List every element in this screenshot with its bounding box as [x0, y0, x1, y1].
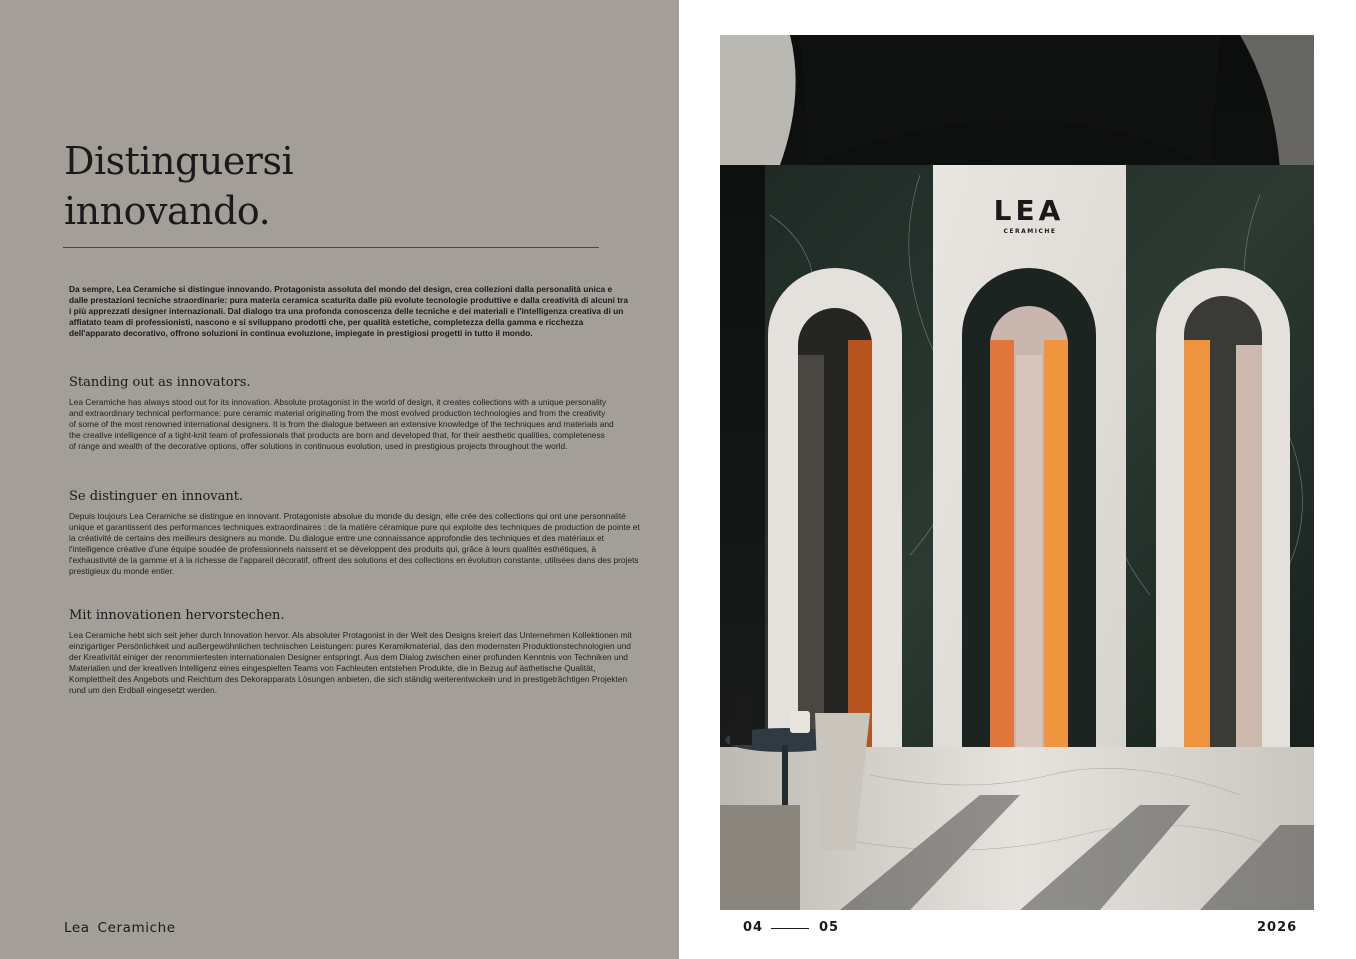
middle-arch-pink-stripe: [1016, 355, 1042, 750]
candle-jar: [790, 711, 810, 733]
left-arch-orange-stripe: [848, 340, 872, 750]
brand-footer: Lea Ceramiche: [64, 920, 176, 936]
section-heading-english: Standing out as innovators.: [69, 375, 251, 390]
showroom-photo: [720, 35, 1314, 910]
section-heading-french: Se distinguer en innovant.: [69, 489, 244, 504]
middle-arch-orange-stripe-left: [990, 340, 1014, 750]
section-heading-german: Mit innovationen hervorstechen.: [69, 608, 285, 623]
lea-logo-subtitle: CERAMICHE: [1003, 228, 1057, 235]
right-arch-beige-stripe: [1236, 345, 1262, 750]
left-vault-light: [720, 35, 796, 165]
right-arch-orange-stripe: [1184, 340, 1210, 750]
year-label: 2026: [1257, 920, 1298, 935]
page-number-right: 05: [819, 920, 840, 935]
section-english: [69, 374, 614, 452]
title-line-1: Distinguersi: [64, 139, 294, 183]
page-title: [64, 136, 293, 236]
middle-arch-orange-stripe-right: [1044, 340, 1068, 750]
section-body-french: Depuis toujours Lea Ceramiche se distingue en innovant. Protagoniste absolue du monde du design, elle crée des collections qui ont une personnalité unique et garantissent des performances techniques extraordinaires : de la matière céramique pure qui exploite des techniques de production de pointe et la créativité de certains des meilleurs designers au monde. Du dialogue entre une connaissance approfondie des techniques et des matériaux et l'intelligence créative d'une équipe soudée de professionnels naissent et se développent des produits qui, grâce à leurs qualités esthétiques, à l'exhaustivité de la gamme et à la richesse de l'appareil décoratif, offrent des solutions et des collections en évolution constante, utilisées dans des projets prestigieux du monde entier.: [69, 511, 640, 576]
title-line-2: innovando.: [64, 189, 271, 233]
tabletop-frame: [730, 695, 752, 745]
section-body-german: Lea Ceramiche hebt sich seit jeher durch Innovation hervor. Als absoluter Protagonist in der Welt des Designs kreiert das Unternehmen Kollektionen mit einzigartiger Persönlichkeit und außergewöhnlichen technischen Leistungen: pures Keramikmaterial, das den modernsten Produktionstechnologien und der Kreativität einiger der renommiertesten internationalen Designer entspringt. Aus dem Dialog zwischen einer profunden Kenntnis von Techniken und Materialien und der kreativen Intelligenz eines eingespielten Teams von Fachleuten entstehen Produkte, die in Bezug auf ästhetische Qualität, Komplettheit des Angebots und Reichtum des Dekorapparats Lösungen anbieten, die sich ständig weiterentwickeln und in prestigeträchtigen Projekten rund um den Erdball eingesetzt werden.: [69, 630, 632, 695]
page-number-divider: [771, 928, 809, 929]
foreground-bench: [720, 805, 800, 910]
title-divider: [63, 247, 599, 248]
section-german: [69, 607, 634, 696]
section-body-english: Lea Ceramiche has always stood out for its innovation. Absolute protagonist in the world of design, it creates collections with a unique personality and extraordinary technical performance: pure ceramic material originating from the most evolved production technologies and from the creativity of some of the most renowned international designers. It is from the dialogue between an extensive knowledge of the techniques and materials and the creative intelligence of a tight-knit team of professionals that products are born and developed that, for their aesthetic qualities, completeness of range and wealth of the decorative options, offer solutions in continuous evolution, used in prestigious projects throughout the world.: [69, 397, 614, 451]
left-arch-grey-stripe: [798, 355, 824, 750]
side-table-leg: [782, 745, 788, 805]
section-french: [69, 488, 644, 577]
showroom-illustration: [720, 35, 1314, 910]
lea-logo: LEA: [993, 194, 1065, 227]
intro-paragraph-italian: Da sempre, Lea Ceramiche si distingue innovando. Protagonista assoluta del mondo del design, crea collezioni dalla personalità unica e dalle prestazioni tecniche straordinarie: pura materia ceramica scaturita dalle più evolute tecnologie produttive e dalla creatività di alcuni tra i più apprezzati designer internazionali. Dal dialogo tra una profonda conoscenza delle tecniche e dei materiali e l'intelligenza creativa di un affiatato team di professionisti, nascono e si sviluppano prodotti che, per qualità estetiche, completezza della gamma e ricchezza dell'apparato decorativo, offrono soluzioni in continua evoluzione, impiegate in prestigiosi progetti in tutto il mondo.: [69, 284, 628, 338]
page-number-left: 04: [743, 920, 764, 935]
